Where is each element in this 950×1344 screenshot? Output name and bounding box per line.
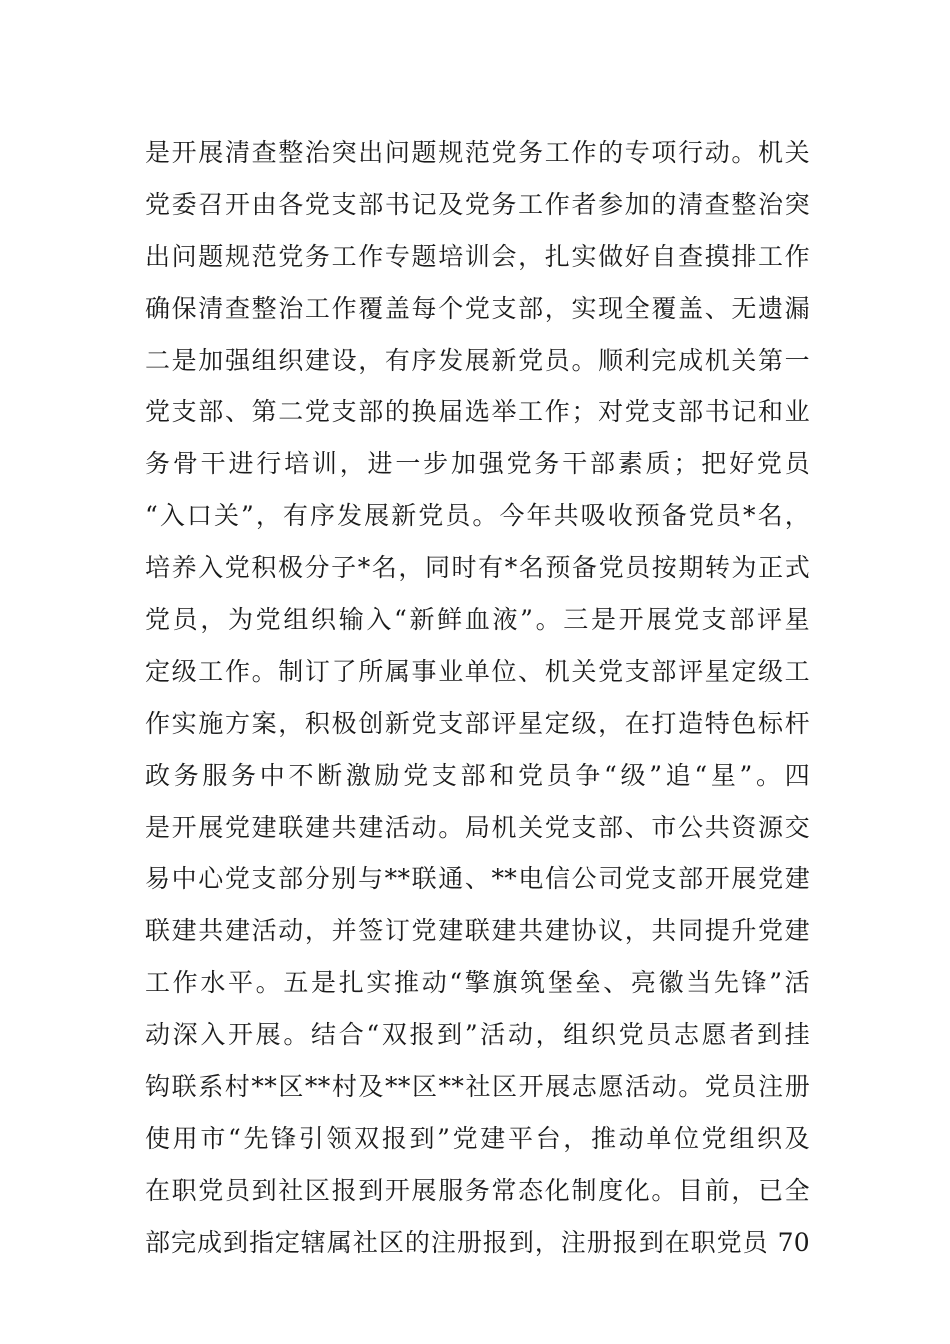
text-line: 工作水平。五是扎实推动“擎旗筑堡垒、亮徽当先锋”活	[145, 968, 810, 998]
text-line: 作实施方案，积极创新党支部评星定级，在打造特色标杆	[145, 708, 810, 738]
text-line: 务骨干进行培训，进一步加强党务干部素质；把好党员	[145, 449, 810, 479]
text-line: 易中心党支部分别与**联通、**电信公司党支部开展党建	[145, 864, 810, 894]
text-line: 钩联系村**区**村及**区**社区开展志愿活动。党员注册	[145, 1072, 810, 1102]
text-line: 是开展党建联建共建活动。局机关党支部、市公共资源交	[145, 812, 810, 842]
text-line: 培养入党积极分子*名，同时有*名预备党员按期转为正式	[145, 553, 810, 583]
text-line: 使用市“先锋引领双报到”党建平台，推动单位党组织及	[145, 1123, 810, 1153]
text-line: 是开展清查整治突出问题规范党务工作的专项行动。机关	[145, 138, 810, 167]
text-line: 动深入开展。结合“双报到”活动，组织党员志愿者到挂	[145, 1020, 810, 1050]
text-line: 联建共建活动，并签订党建联建共建协议，共同提升党建	[145, 916, 810, 946]
text-line: 定级工作。制订了所属事业单位、机关党支部评星定级工	[145, 656, 810, 686]
text-line: 党员，为党组织输入“新鲜血液”。三是开展党支部评星	[145, 605, 810, 635]
text-line: 党委召开由各党支部书记及党务工作者参加的清查整治突	[145, 189, 810, 219]
text-line: 确保清查整治工作覆盖每个党支部，实现全覆盖、无遗漏	[145, 293, 810, 323]
text-line: 部完成到指定辖属社区的注册报到，注册报到在职党员 70	[145, 1227, 810, 1257]
text-line: 出问题规范党务工作专题培训会，扎实做好自查摸排工作	[145, 241, 810, 271]
text-line: 政务服务中不断激励党支部和党员争“级”追“星”。四	[145, 760, 810, 790]
text-line: 在职党员到社区报到开展服务常态化制度化。目前，已全	[145, 1175, 810, 1205]
text-line: 党支部、第二党支部的换届选举工作；对党支部书记和业	[145, 397, 810, 427]
body-text	[145, 127, 810, 1269]
text-line: 二是加强组织建设，有序发展新党员。顺利完成机关第一	[145, 345, 810, 375]
text-line: “入口关”，有序发展新党员。今年共吸收预备党员*名，	[145, 501, 810, 531]
